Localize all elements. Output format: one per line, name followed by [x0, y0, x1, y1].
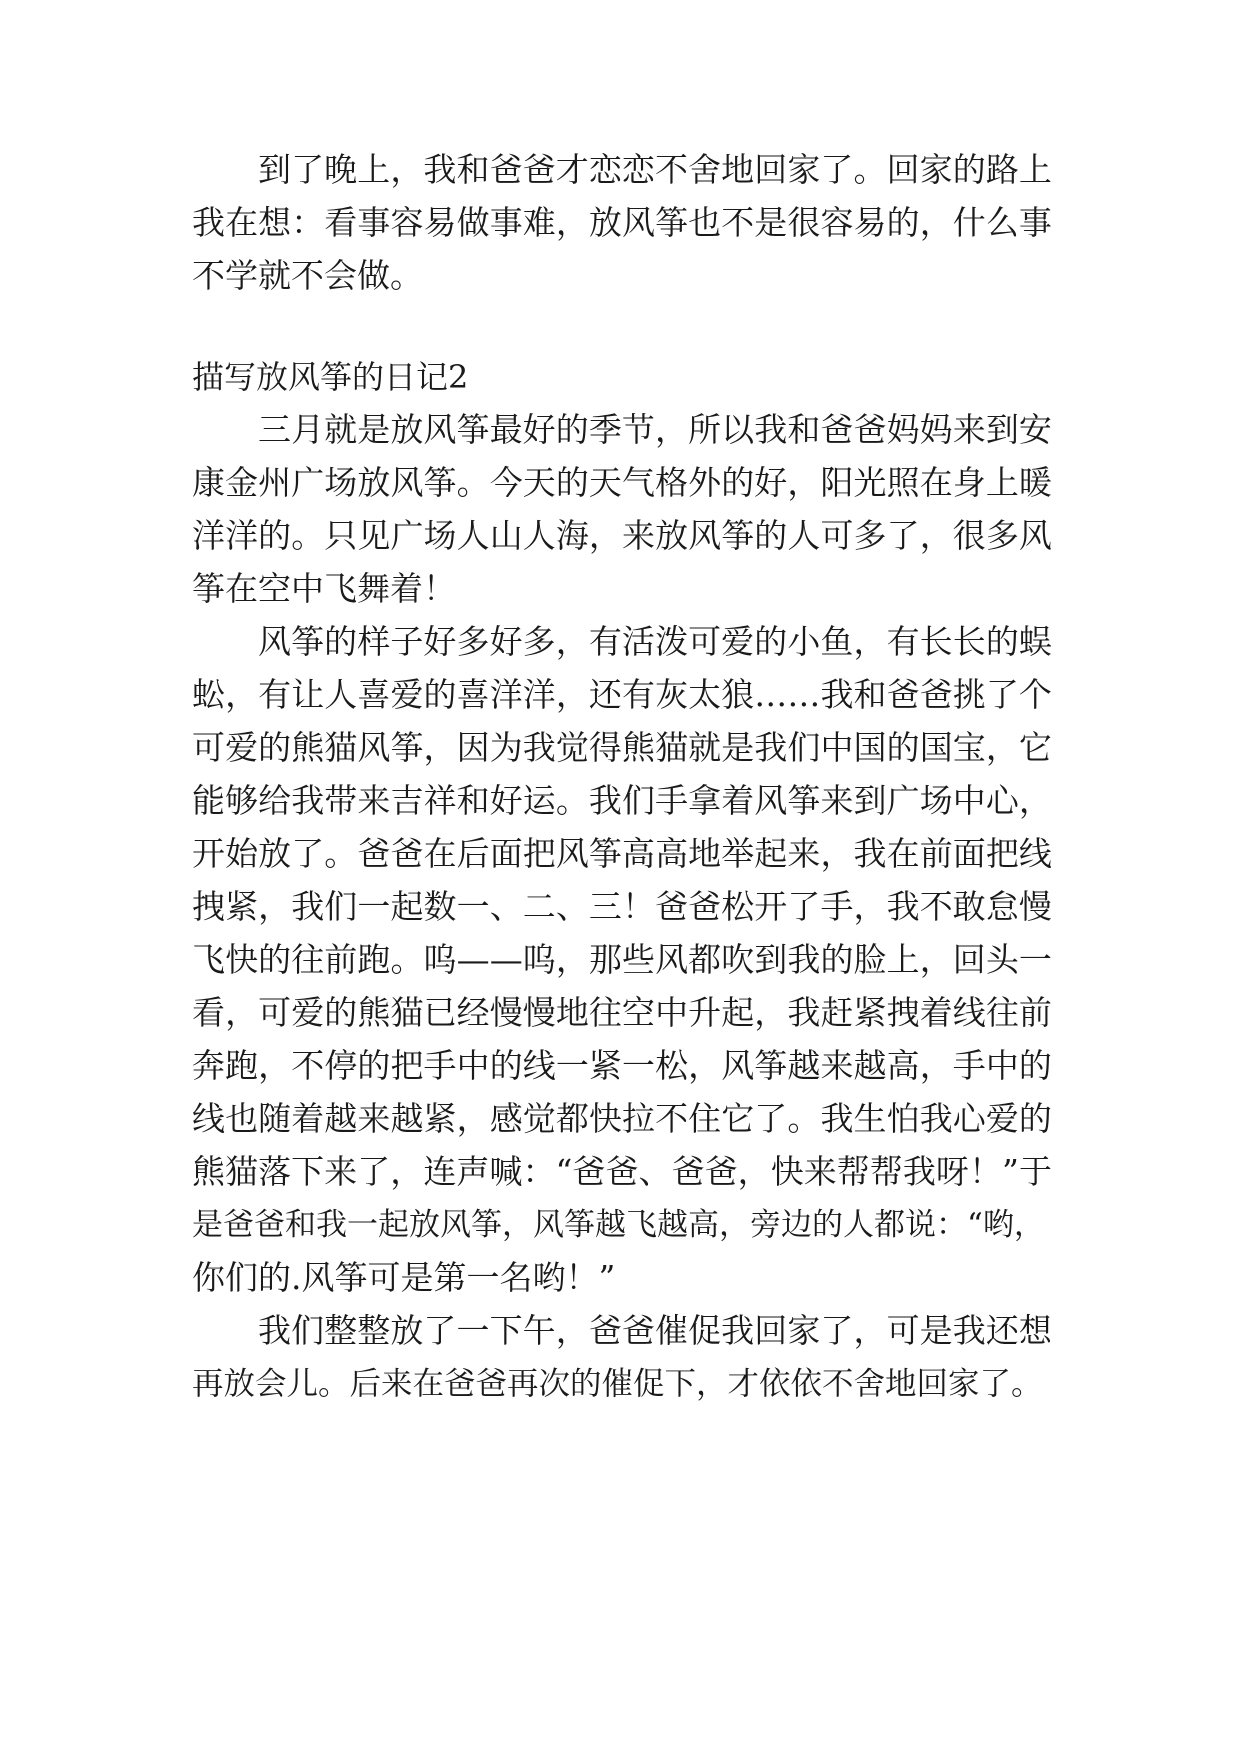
- paragraph-2-line-4: 筝在空中飞舞着！: [192, 569, 456, 608]
- paragraph-3-line-5: 开始放了。爸爸在后面把风筝高高地举起来，我在前面把线: [192, 834, 1052, 873]
- paragraph-3-line-10: 线也随着越来越紧，感觉都快拉不住它了。我生怕我心爱的: [192, 1099, 1052, 1138]
- paragraph-3-line-6: 拽紧，我们一起数一、二、三！爸爸松开了手，我不敢怠慢: [192, 887, 1052, 926]
- paragraph-3-line-11: 熊猫落下来了，连声喊：“爸爸、爸爸，快来帮帮我呀！”于: [192, 1152, 1052, 1191]
- paragraph-3-line-8: 看，可爱的熊猫已经慢慢地往空中升起，我赶紧拽着线往前: [192, 993, 1052, 1032]
- paragraph-3-line-7: 飞快的往前跑。呜——呜，那些风都吹到我的脸上，回头一: [192, 940, 1052, 979]
- paragraph-3-line-13: 你们的.风筝可是第一名哟！”: [192, 1258, 616, 1297]
- paragraph-3-line-1: 风筝的样子好多好多，有活泼可爱的小鱼，有长长的蜈: [258, 622, 1052, 661]
- paragraph-3-line-4: 能够给我带来吉祥和好运。我们手拿着风筝来到广场中心，: [192, 781, 1052, 820]
- paragraph-3-line-2: 蚣，有让人喜爱的喜洋洋，还有灰太狼……我和爸爸挑了个: [192, 675, 1052, 714]
- paragraph-2-line-2: 康金州广场放风筝。今天的天气格外的好，阳光照在身上暖: [192, 463, 1052, 502]
- paragraph-3-line-12: 是爸爸和我一起放风筝，风筝越飞越高，旁边的人都说：“哟，: [192, 1207, 1045, 1243]
- paragraph-4-line-2: 再放会儿。后来在爸爸再次的催促下，才依依不舍地回家了。: [192, 1366, 1043, 1402]
- paragraph-2-line-3: 洋洋的。只见广场人山人海，来放风筝的人可多了，很多风: [192, 516, 1052, 555]
- paragraph-1-line-3: 不学就不会做。: [192, 256, 423, 295]
- paragraph-1-line-2: 我在想：看事容易做事难，放风筝也不是很容易的，什么事: [192, 203, 1052, 242]
- paragraph-4-line-1: 我们整整放了一下午，爸爸催促我回家了，可是我还想: [258, 1311, 1052, 1350]
- paragraph-2-line-1: 三月就是放风筝最好的季节，所以我和爸爸妈妈来到安: [258, 410, 1052, 449]
- paragraph-1-line-1: 到了晚上，我和爸爸才恋恋不舍地回家了。回家的路上: [258, 150, 1052, 189]
- paragraph-3-line-9: 奔跑，不停的把手中的线一紧一松，风筝越来越高，手中的: [192, 1046, 1052, 1085]
- paragraph-3-line-3: 可爱的熊猫风筝，因为我觉得熊猫就是我们中国的国宝，它: [192, 728, 1052, 767]
- section-heading: 描写放风筝的日记2: [192, 358, 469, 396]
